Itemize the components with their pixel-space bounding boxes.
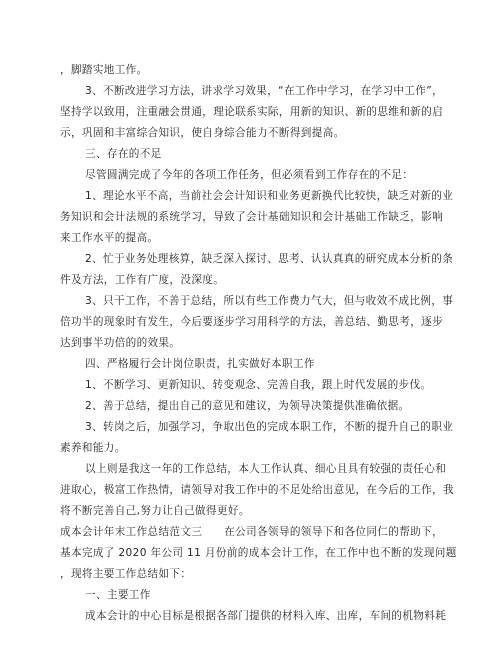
text-line: 基本完成了 2020 年公司 11 月份前的成本会计工作，在工作中也不断的发现问题 bbox=[60, 547, 457, 559]
text-line: 进取心，极富工作热情，请领导对我工作中的不足处给出意见，在今后的工作，我 bbox=[60, 484, 454, 496]
text-line: 件及方法，工作有广度，没深度。 bbox=[60, 274, 225, 286]
section-heading: 三、存在的不足 bbox=[85, 148, 162, 160]
text-line: 倍功半的现象时有发生，今后要逐步学习用科学的方法，善总结、勤思考，逐步 bbox=[60, 316, 444, 328]
text-line: 成本会计的中心目标是根据各部门提供的材料入库、出库，车间的机物料耗 bbox=[85, 610, 447, 622]
text-line: 坚持学以致用，注重融会贯通，理论联系实际，用新的知识、新的思维和新的启 bbox=[60, 106, 444, 118]
section-title-line: 成本会计年末工作总结范文三 在公司各领导的领导下和各位同仁的帮助下， bbox=[60, 526, 444, 538]
text-line: 1、理论水平不高，当前社会会计知识和业务更新换代比较快，缺乏对新的业 bbox=[85, 190, 454, 202]
text-line: 务知识和会计法规的系统学习，导致了会计基础知识和会计基础工作缺乏，影响 bbox=[60, 211, 444, 223]
text-line: 3、转岗之后，加强学习，争取出色的完成本职工作，不断的提升自己的职业 bbox=[85, 421, 454, 433]
text-line: 2、忙于业务处理核算，缺乏深入探讨、思考、认认真真的研究成本分析的条 bbox=[85, 253, 454, 265]
text-line: 素养和能力。 bbox=[60, 442, 126, 454]
text-line: 将不断完善自己,努力让自己做得更好。 bbox=[60, 505, 250, 517]
text-line: ，现将主要工作总结如下： bbox=[60, 568, 192, 580]
text-line: 来工作水平的提高。 bbox=[60, 232, 159, 244]
text-line: 3、不断改进学习方法，讲求学习效果，“在工作中学习，在学习中工作”， bbox=[85, 85, 444, 97]
text-line: 2、善于总结，提出自己的意见和建议，为领导决策提供准确依据。 bbox=[85, 400, 410, 412]
text-line: 示，巩固和丰富综合知识，使自身综合能力不断得到提高。 bbox=[60, 127, 345, 139]
section-heading: 四、严格履行会计岗位职责，扎实做好本职工作 bbox=[85, 358, 315, 370]
text-line: 尽管圆满完成了今年的各项工作任务，但必须看到工作存在的不足： bbox=[85, 169, 414, 181]
text-line: 1、不断学习、更新知识、转变观念、完善自我，跟上时代发展的步伐。 bbox=[85, 379, 432, 391]
section-heading: 一、主要工作 bbox=[85, 589, 151, 601]
text-line: 3、只干工作，不善于总结，所以有些工作费力气大，但与收效不成比例，事 bbox=[85, 295, 454, 307]
text-line: 以上则是我这一年的工作总结，本人工作认真、细心且具有较强的责任心和 bbox=[85, 463, 447, 475]
text-line: 达到事半功倍的的效果。 bbox=[60, 337, 181, 349]
text-line: ，脚踏实地工作。 bbox=[60, 64, 148, 76]
